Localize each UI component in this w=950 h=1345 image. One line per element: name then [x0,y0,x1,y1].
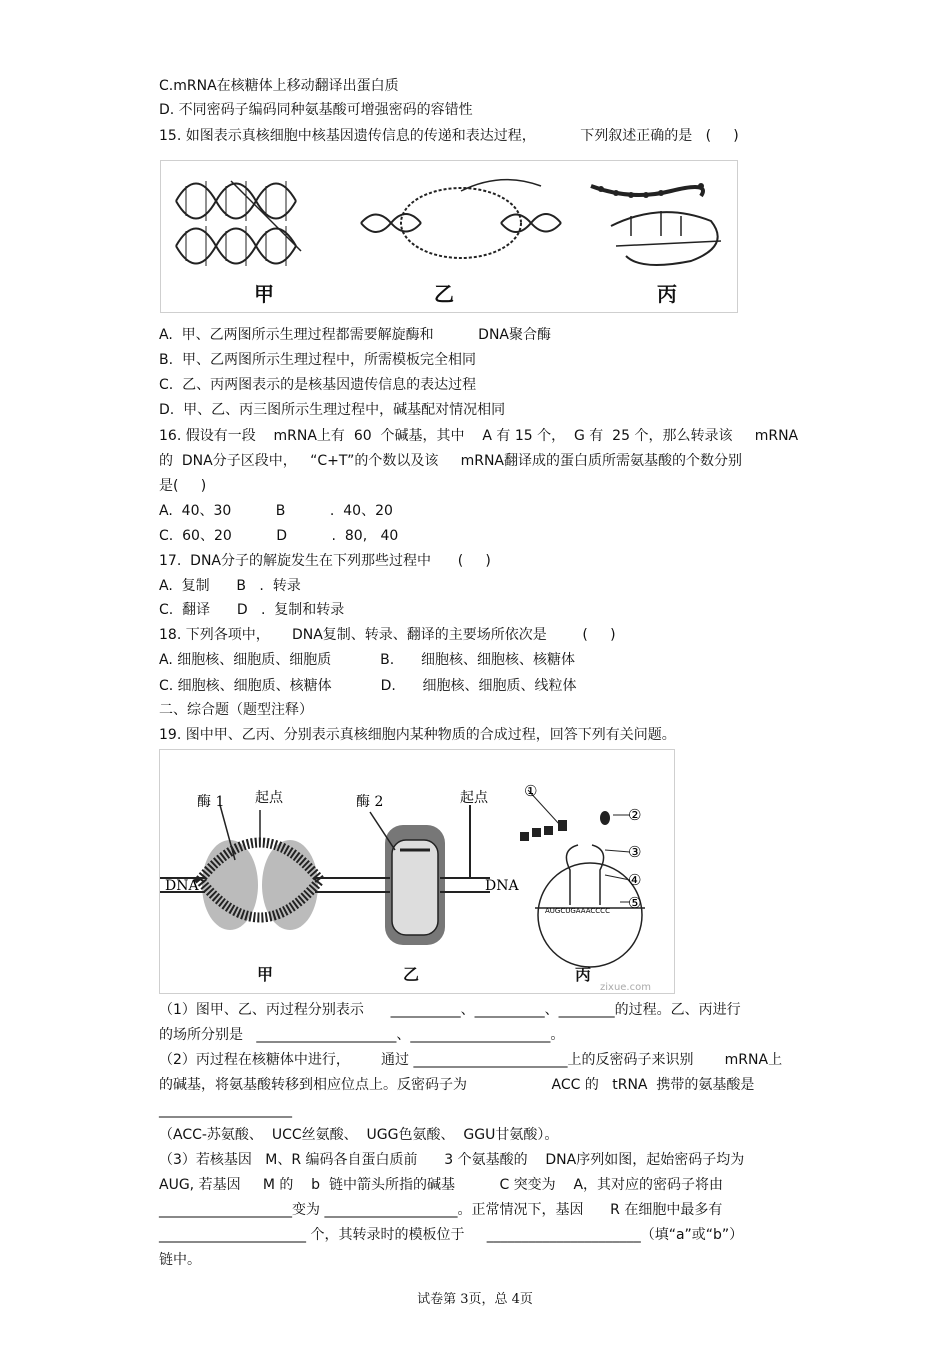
question-16-options-cd: C. 60、20 D . 80, 40 [159,528,399,544]
figure-q19-drawing [160,750,674,993]
part-1-line2: 的场所分别是 ____________________、____________________。 [159,1027,565,1043]
part-2-line2: 的碱基，将氨基酸转移到相应位点上。反密码子为 ACC 的 tRNA 携带的氨基酸是 [159,1077,755,1093]
label-num-4: ④ [628,871,642,889]
question-18-options-ab: A. 细胞核、细胞质、细胞质 B. 细胞核、细胞核、核糖体 [159,652,575,668]
ribosome-translation [520,790,645,967]
question-16: 16. 假设有一段 mRNA上有 60 个碱基，其中 A 有 15 个， G 有 25 个，那么转录该 mRNA [159,428,799,444]
helix-rungs [186,181,286,266]
question-15: 15. 如图表示真核细胞中核基因遗传信息的传递和表达过程， 下列叙述正确的是 ( ) [159,128,739,144]
part-3-line3: ___________________变为 ___________________。正常情况下，基因 R 在细胞中最多有 [159,1202,723,1218]
dna-helix-jia [176,181,301,264]
fig1-label-yi: 乙 [434,282,454,306]
question-16-line3: 是( ) [159,478,207,494]
part-2-line1: （2）丙过程在核糖体中进行， 通过 ______________________上的反密码子来识别 mRNA上 [159,1052,783,1068]
section-2-heading: 二、综合题（题型注释） [159,702,313,718]
question-15-option-c: C. 乙、丙两图表示的是核基因遗传信息的表达过程 [159,377,477,393]
figure-q19 [159,749,675,994]
label-num-1: ① [524,782,538,800]
part-1-line1: （1）图甲、乙、丙过程分别表示 __________、__________、________的过程。乙、丙进行 [159,1002,741,1018]
option-d-line: D. 不同密码子编码同种氨基酸可增强密码的容错性 [159,102,473,118]
question-18: 18. 下列各项中， DNA复制、转录、翻译的主要场所依次是 ( ) [159,627,616,643]
question-15-option-a: A. 甲、乙两图所示生理过程都需要解旋酶和 DNA聚合酶 [159,327,552,343]
translation-ribosome [591,186,721,265]
question-17: 17. DNA分子的解旋发生在下列那些过程中 ( ) [159,553,491,569]
question-17-options-cd: C. 翻译 D . 复制和转录 [159,602,345,618]
part-3-line5: 链中。 [159,1252,201,1268]
transcription-bubble [361,180,561,258]
part-2-line3: ___________________ [159,1102,292,1118]
transcription-complex [340,805,490,945]
fig2-label-jia: 甲 [257,965,274,984]
part-3-line1: （3）若核基因 M、R 编码各自蛋白质前 3 个氨基酸的 DNA序列如图，起始密码子均为 [159,1152,745,1168]
question-15-option-b: B. 甲、乙两图所示生理过程中，所需模板完全相同 [159,352,476,368]
part-3-line4: _____________________ 个，其转录时的模板位于 ______________________（填“a”或“b”） [159,1227,744,1243]
page-footer: 试卷第 3页，总 4页 [417,1292,533,1307]
label-enzyme-2: 酶 2 [356,794,384,810]
question-18-options-cd: C. 细胞核、细胞质、核糖体 D. 细胞核、细胞质、线粒体 [159,678,577,694]
question-17-options-ab: A. 复制 B . 转录 [159,578,301,594]
label-origin-2: 起点 [460,790,488,806]
label-origin-1: 起点 [255,790,283,806]
label-num-3: ③ [628,843,642,861]
figure-q15 [160,160,738,313]
label-num-2: ② [628,806,642,824]
option-c-line: C.mRNA在核糖体上移动翻译出蛋白质 [159,78,399,94]
fig1-label-bing: 丙 [657,282,677,306]
watermark: zixue.com [600,982,651,993]
question-16-options-ab: A. 40、30 B . 40、20 [159,503,393,519]
label-num-5: ⑤ [628,894,642,912]
mrna-sequence: AUGCUGAAACCCC [545,907,610,915]
question-16-line2: 的 DNA分子区段中， “C+T”的个数以及该 mRNA翻译成的蛋白质所需氨基酸的个数分别 [159,453,743,469]
label-dna-2: DNA [485,878,519,894]
part-2-line4: （ACC-苏氨酸、 UCC丝氨酸、 UGG色氨酸、 GGU甘氨酸）。 [159,1127,559,1143]
fig2-label-bing: 丙 [575,965,592,984]
question-15-option-d: D. 甲、乙、丙三图所示生理过程中，碱基配对情况相同 [159,402,506,418]
fig2-label-yi: 乙 [403,965,420,984]
fig1-label-jia: 甲 [254,282,274,306]
part-3-line2: AUG, 若基因 M 的 b 链中箭头所指的碱基 C 突变为 A，其对应的密码子将由 [159,1177,724,1193]
label-dna-1: DNA [165,878,199,894]
label-enzyme-1: 酶 1 [197,794,225,810]
question-19: 19. 图中甲、乙丙、分别表示真核细胞内某种物质的合成过程，回答下列有关问题。 [159,727,676,743]
